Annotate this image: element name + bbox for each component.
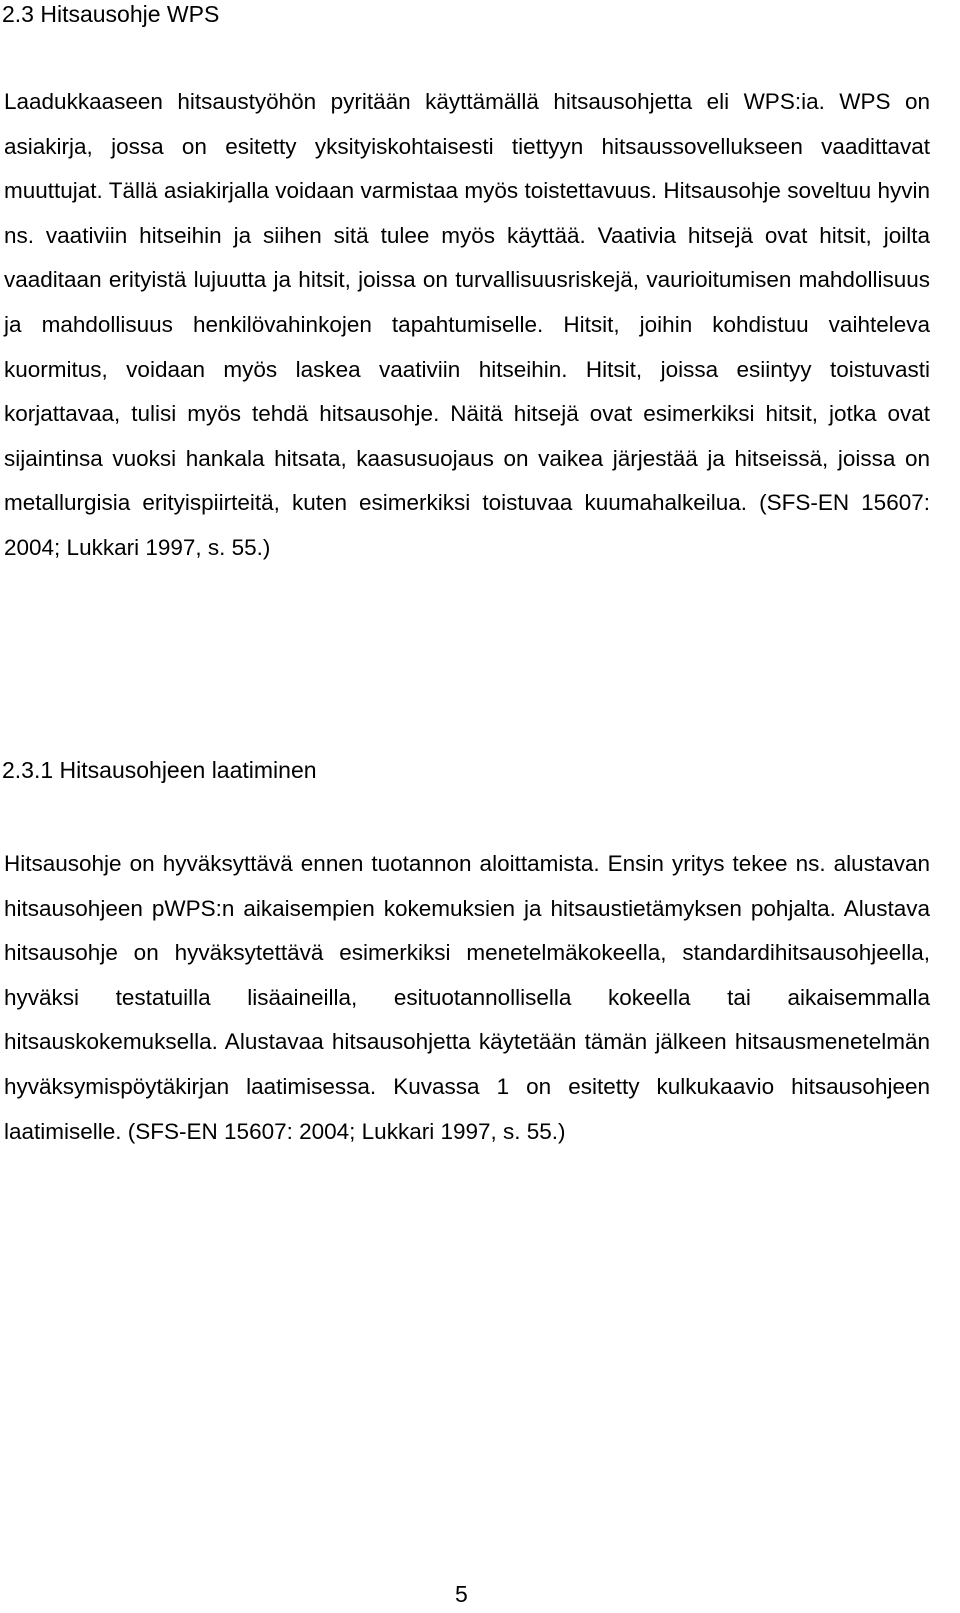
subsection-heading: 2.3.1 Hitsausohjeen laatiminen xyxy=(2,757,317,783)
paragraph-wps-intro: Laadukkaaseen hitsaustyöhön pyritään käyttämällä hitsausohjetta eli WPS:ia. WPS on asiakirja, jossa on esitetty yksityiskohtaisesti tiettyyn hitsaussovellukseen vaadittavat muuttujat. Tällä asiakirjalla voidaan varmistaa myös toistettavuus. Hitsausohje soveltuu hyvin ns. vaativiin hitseihin ja siihen sitä tulee myös käyttää. Vaativia hitsejä ovat hitsit, joilta vaaditaan erityistä lujuutta ja hitsit, joissa on turvallisuusriskejä, vaurioitumisen mahdollisuus ja mahdollisuus henkilövahinkojen tapahtumiselle. Hitsit, joihin kohdistuu vaihteleva kuormitus, voidaan myös laskea vaativiin hitseihin. Hitsit, joissa esiintyy toistuvasti korjattavaa, tulisi myös tehdä hitsausohje. Näitä hitsejä ovat esimerkiksi hitsit, jotka ovat sijaintinsa vuoksi hankala hitsata, kaasusuojaus on vaikea järjestää ja hitseissä, joissa on metallurgisia erityispiirteitä, kuten esimerkiksi toistuvaa kuumahalkeilua. (SFS-EN 15607: 2004; Lukkari 1997, s. 55.) xyxy=(4,89,930,560)
paragraph-wps-preparation: Hitsausohje on hyväksyttävä ennen tuotannon aloittamista. Ensin yritys tekee ns. alustavan hitsausohjeen pWPS:n aikaisempien kokemuksien ja hitsaustietämyksen pohjalta. Alustava hitsausohje on hyväksytettävä esimerkiksi menetelmäkokeella, standardihitsausohjeella, hyväksi testatuilla lisäaineilla, esituotannollisella kokeella tai aikaisemmalla hitsauskokemuksella. Alustavaa hitsausohjetta käytetään tämän jälkeen hitsausmenetelmän hyväksymispöytäkirjan laatimisessa. Kuvassa 1 on esitetty kulkukaavio hitsausohjeen laatimiselle. (SFS-EN 15607: 2004; Lukkari 1997, s. 55.) xyxy=(4,851,930,1144)
section-heading: 2.3 Hitsausohje WPS xyxy=(2,1,220,27)
page-number: 5 xyxy=(455,1581,468,1607)
